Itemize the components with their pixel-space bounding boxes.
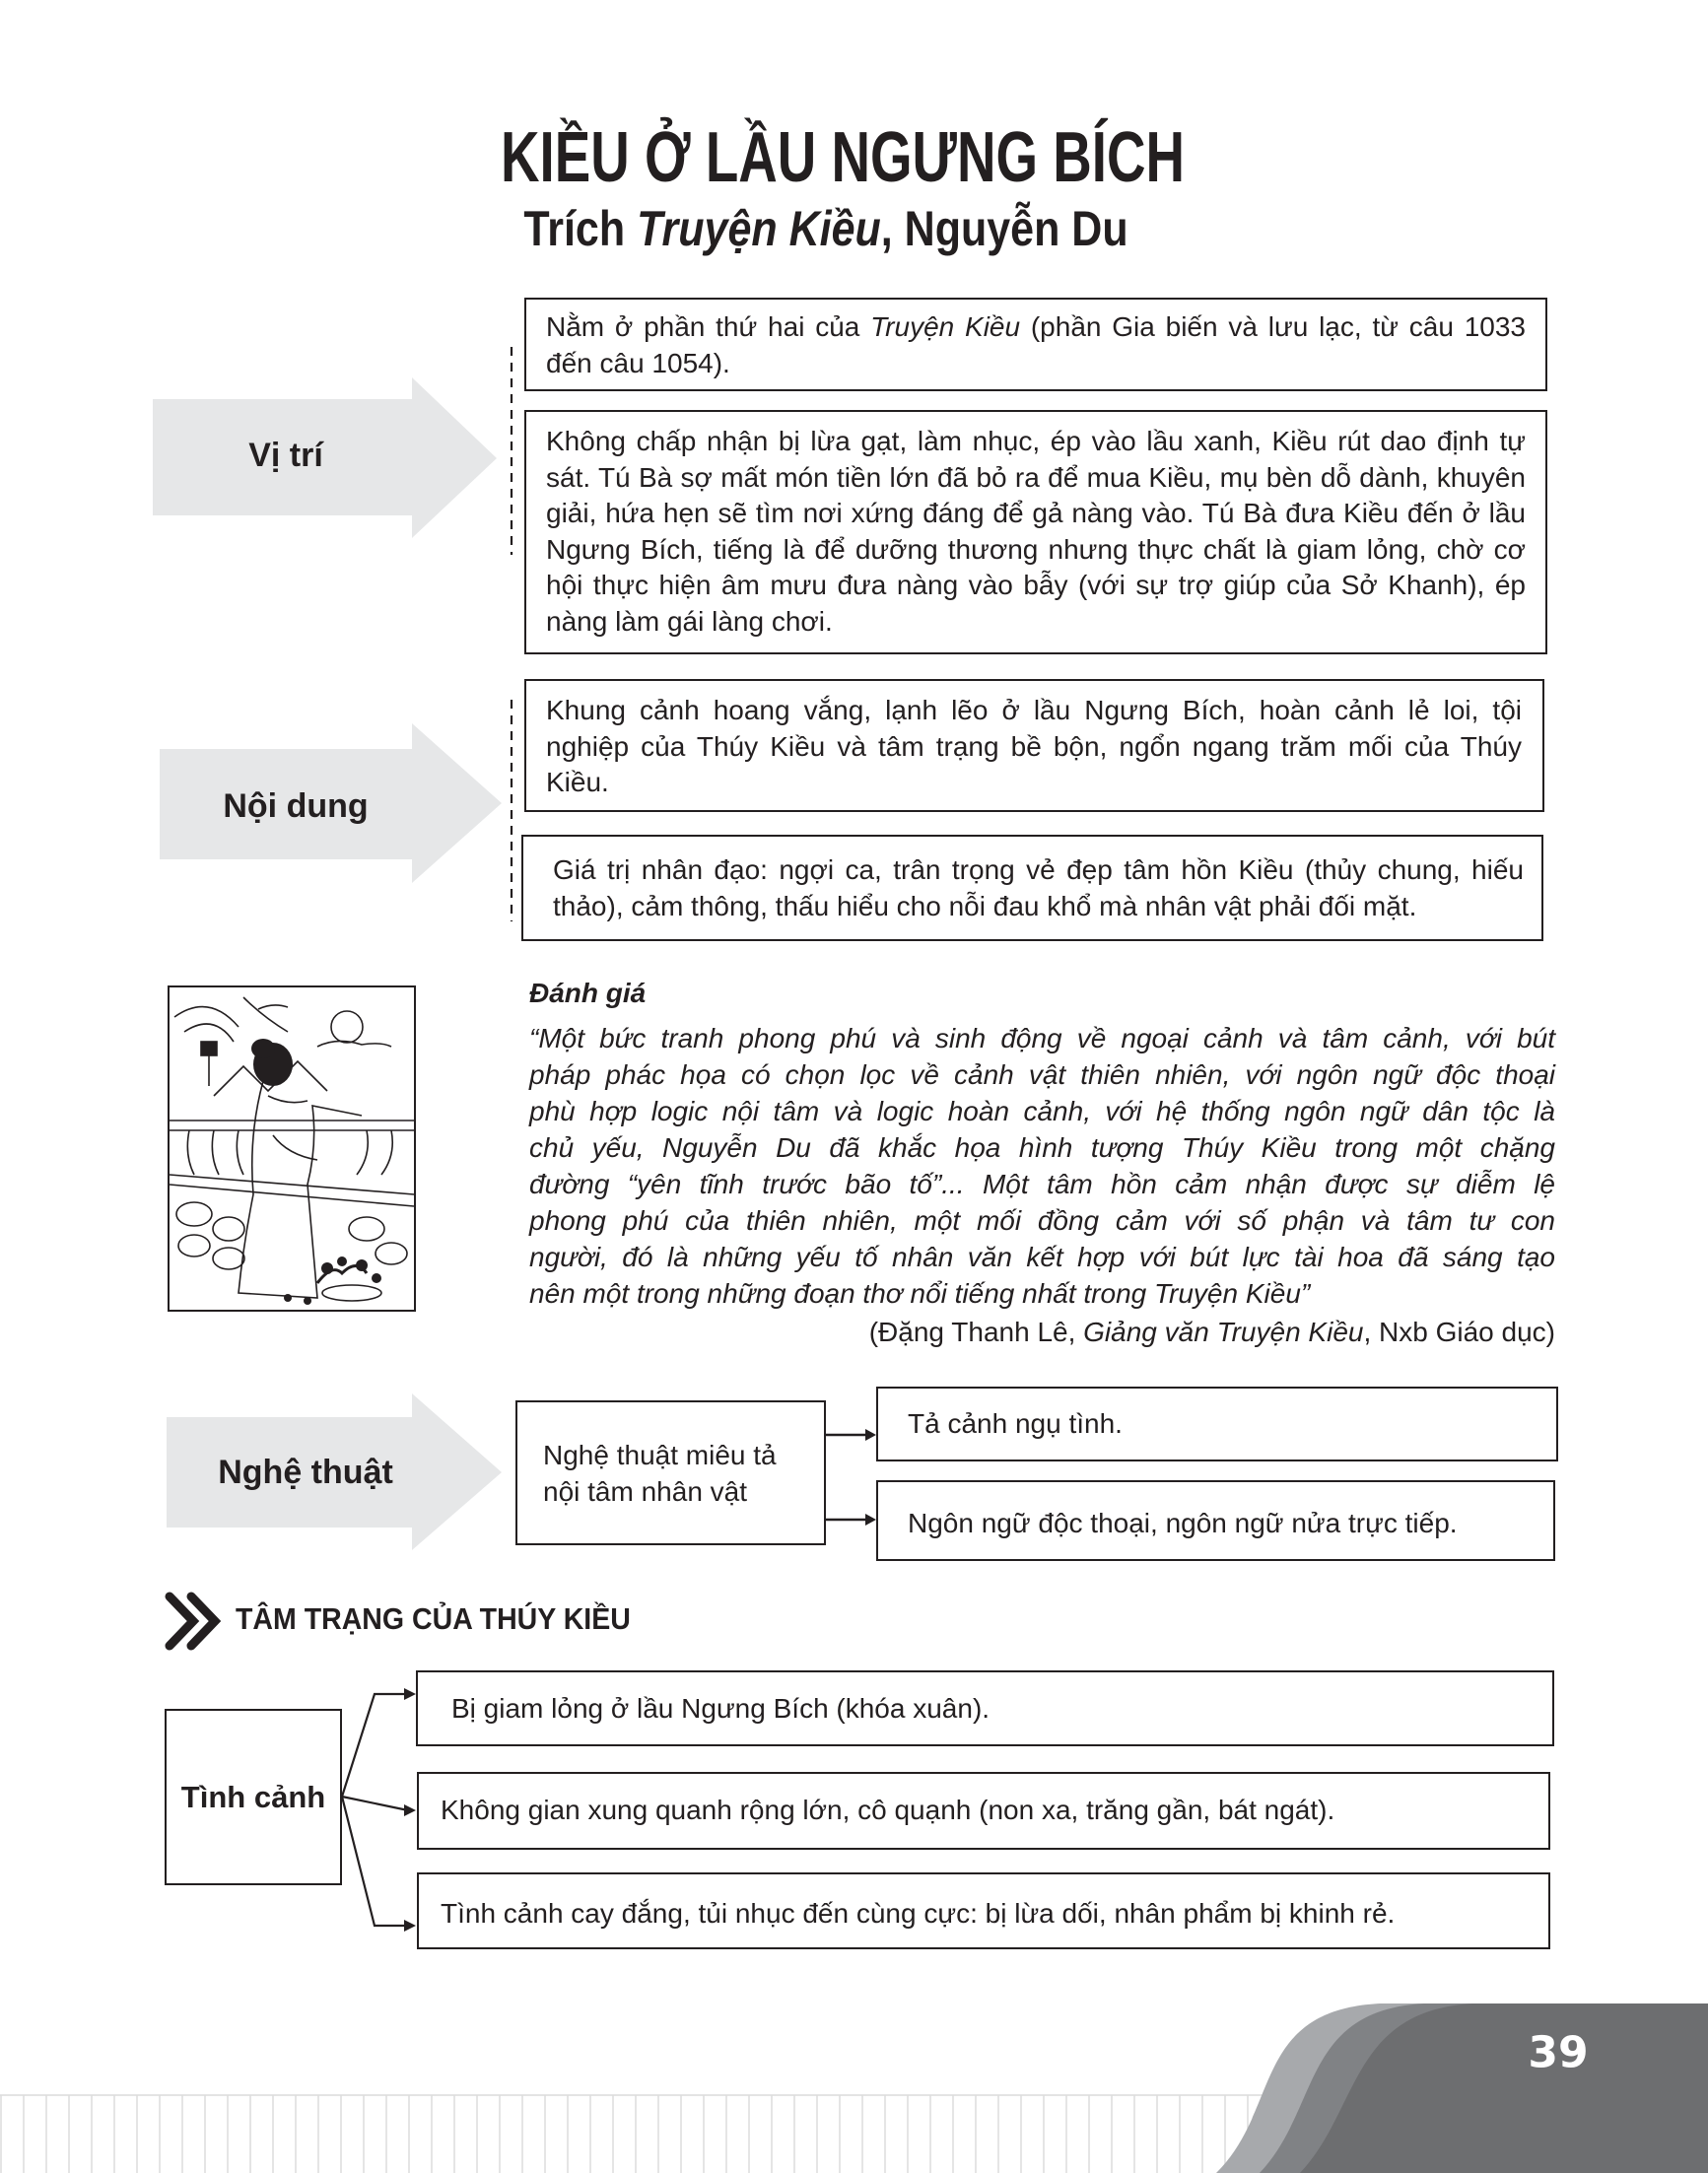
quote-line: “Một bức tranh phong phú và sinh động về ngoại cảnh và tâm cảnh, với bút — [529, 1023, 1555, 1053]
noi-dung-box-2-text: Giá trị nhân đạo: ngợi ca, trân trọng vẻ đẹp tâm hồn Kiều (thủy chung, hiếu thảo), cảm thông, thấu hiểu cho nỗi đau khổ mà nhân vật phải đối mặt. — [553, 854, 1524, 921]
vi-tri-box-1 — [524, 298, 1547, 391]
noi-dung-label: Nội dung — [223, 787, 369, 825]
quote-line: phù hợp logic nội tâm và logic hoàn cảnh, với hệ thống ngôn ngữ dân tộc là — [529, 1096, 1555, 1126]
tinh-canh-branch-3-text: Tình cảnh cay đắng, tủi nhục đến cùng cực: bị lừa dối, nhân phẩm bị khinh rẻ. — [441, 1898, 1396, 1929]
vi-tri-box-2-text: Không chấp nhận bị lừa gạt, làm nhục, ép vào lầu xanh, Kiều rút dao định tự sát. Tú Bà sợ mất món tiền lớn đã bỏ ra để mua Kiều, mụ bèn dỗ dành, khuyên giải, hứa hẹn sẽ tìm nơi xứng đáng để gả nàng vào. Tú Bà đưa Kiều đến ở lầu Ngưng Bích, tiếng là để dưỡng thương nhưng thực chất là giam lỏng, chờ cơ hội thực hiện âm mưu đưa nàng vào bẫy (với sự trợ giúp của Sở Khanh), ép nàng làm gái làng chơi. — [546, 426, 1526, 637]
thuy-kieu-illustration — [168, 985, 416, 1312]
noi-dung-box-1 — [524, 679, 1544, 812]
nghe-thuat-connectors — [826, 1429, 876, 1526]
illustration-drawing — [170, 987, 414, 1310]
tinh-canh-branch-2 — [417, 1772, 1550, 1850]
tinh-canh-branch-3 — [417, 1872, 1550, 1949]
nghe-thuat-branch-1-text: Tả cảnh ngụ tình. — [908, 1408, 1123, 1439]
footer-wave-shape — [1216, 2003, 1708, 2173]
page-number: 39 — [1528, 2027, 1589, 2078]
subtitle-suffix: , Nguyễn Du — [880, 201, 1128, 256]
noi-dung-box-2 — [521, 835, 1543, 941]
nghe-thuat-label: Nghệ thuật — [218, 1454, 393, 1491]
nghe-thuat-branch-2 — [876, 1480, 1555, 1561]
nghe-thuat-branch-1 — [876, 1387, 1558, 1461]
subtitle-prefix: Trích — [523, 201, 638, 256]
vi-tri-box-2 — [524, 410, 1547, 654]
tinh-canh-branch-2-text: Không gian xung quanh rộng lớn, cô quạnh (non xa, trăng gần, bát ngát). — [441, 1795, 1335, 1825]
nghe-thuat-branch-2-text: Ngôn ngữ độc thoại, ngôn ngữ nửa trực tiếp. — [908, 1508, 1458, 1538]
quote-line: nên một trong những đoạn thơ nổi tiếng nhất trong Truyện Kiều” — [529, 1278, 1311, 1309]
footer-strip — [0, 2095, 1281, 2173]
page-subtitle — [523, 199, 1127, 258]
page-title: KIỀU Ở LẦU NGƯNG BÍCH — [501, 118, 1185, 197]
tinh-canh-arrowheads — [404, 1688, 416, 1932]
review-heading: Đánh giá — [529, 978, 647, 1008]
tinh-canh-branch-1-text: Bị giam lỏng ở lầu Ngưng Bích (khóa xuân). — [451, 1693, 991, 1724]
review-quote — [529, 1020, 1555, 1312]
vi-tri-arrow-shape — [153, 377, 497, 538]
tinh-canh-label: Tình cảnh — [180, 1779, 326, 1814]
quote-line: đường “yên tĩnh trước bão tố”... Một tâm hồn cảm nhận được sự diễm lệ — [529, 1169, 1555, 1199]
subtitle-work: Truyện Kiều — [637, 201, 881, 256]
review-citation: (Đặng Thanh Lê, Giảng văn Truyện Kiều, Nxb Giáo dục) — [868, 1317, 1555, 1347]
tinh-canh-branch-1 — [416, 1670, 1554, 1746]
vi-tri-box-1-text: Nằm ở phần thứ hai của Truyện Kiều (phần Gia biến và lưu lạc, từ câu 1033 đến câu 1054). — [546, 311, 1526, 378]
tinh-canh-box — [165, 1709, 342, 1885]
quote-line: chủ yếu, Nguyễn Du đã khắc họa hình tượng Thúy Kiều trong một chặng — [529, 1132, 1555, 1163]
noi-dung-box-1-text: Khung cảnh hoang vắng, lạnh lẽo ở lầu Ngưng Bích, hoàn cảnh lẻ loi, tội nghiệp của Thúy Kiều và tâm trạng bề bộn, ngổn ngang trăm mối của Thúy Kiều. — [546, 695, 1522, 798]
nghe-thuat-center-box — [515, 1400, 826, 1545]
section-title-tam-trang: TÂM TRẠNG CỦA THÚY KIỀU — [236, 1601, 631, 1636]
tinh-canh-connectors — [342, 1694, 408, 1926]
quote-line: phong phú của thiên nhiên, một mối đồng cảm với số phận và tâm tư con — [529, 1205, 1555, 1236]
nghe-thuat-center-text: Nghệ thuật miêu tả nội tâm nhân vật — [543, 1440, 777, 1507]
vi-tri-label: Vị trí — [248, 437, 323, 474]
double-chevron-right-icon — [170, 1596, 215, 1646]
quote-line: người, đó là những yếu tố nhân văn kết hợp với bút lực tài hoa đã sáng tạo — [529, 1242, 1555, 1272]
quote-line: pháp phác họa có chọn lọc về cảnh vật thiên nhiên, với ngôn ngữ độc thoại — [529, 1059, 1555, 1090]
